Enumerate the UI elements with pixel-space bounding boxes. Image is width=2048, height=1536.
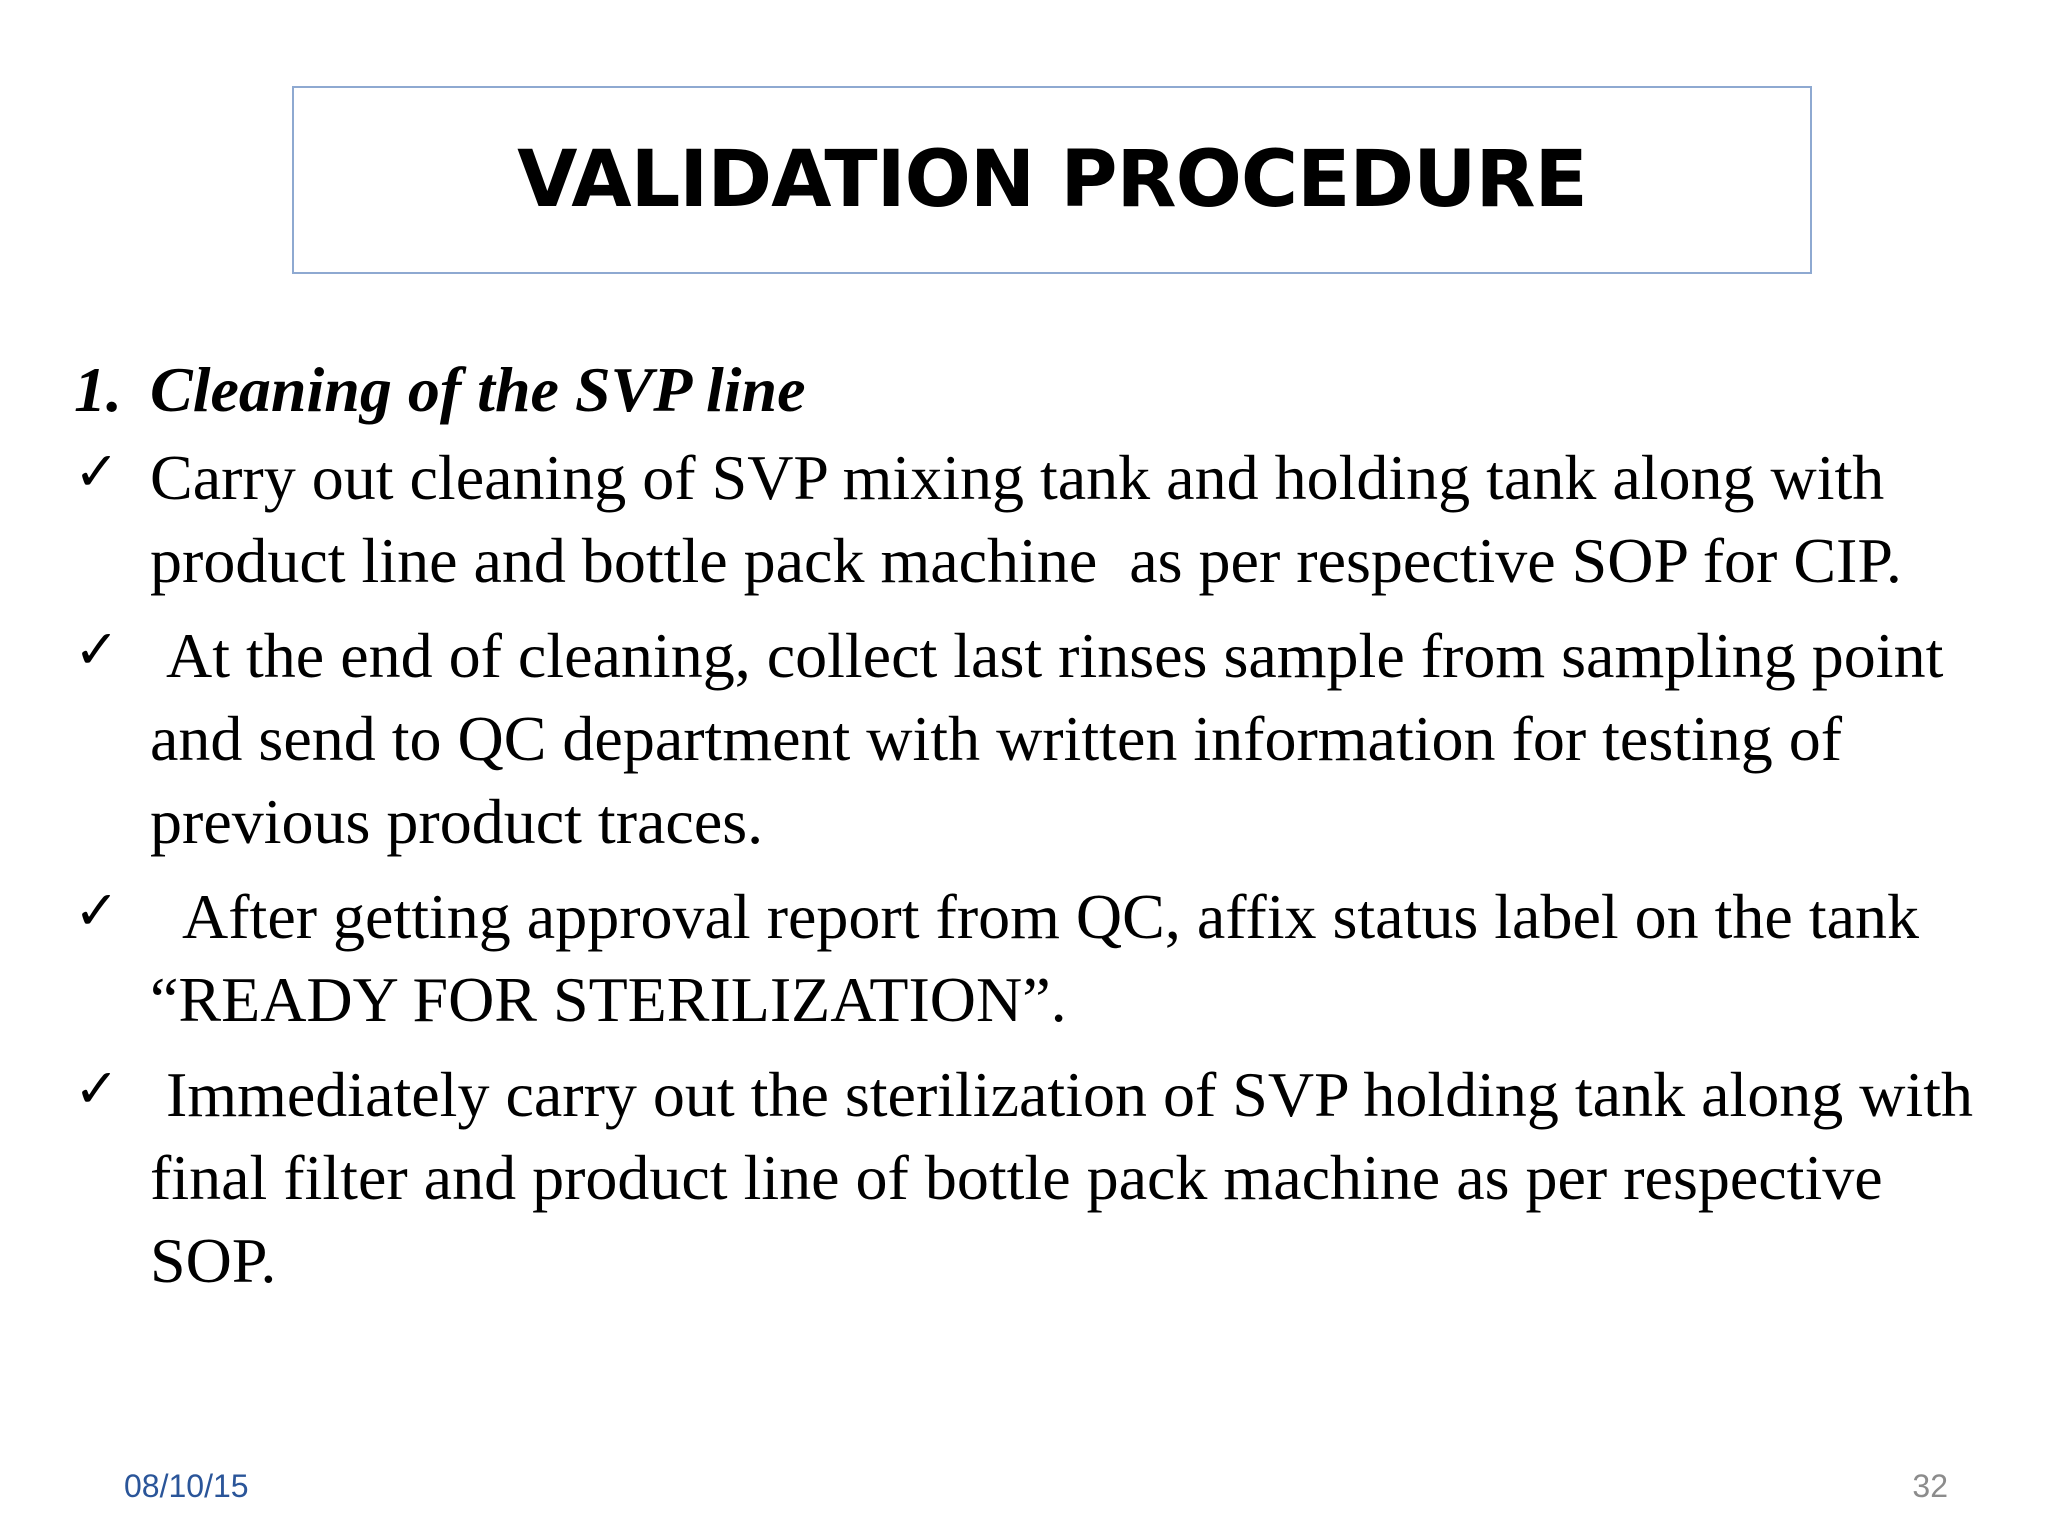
section-heading-text: Cleaning of the SVP line (150, 354, 806, 425)
check-mark-icon: ✓ (74, 440, 120, 503)
slide-content (74, 350, 1990, 1302)
section-heading (74, 350, 1984, 430)
check-mark-icon: ✓ (74, 618, 120, 681)
slide-title: VALIDATION PROCEDURE (517, 135, 1587, 225)
check-mark-icon: ✓ (74, 879, 120, 942)
title-box (292, 86, 1812, 274)
bullet-item (74, 614, 1984, 863)
bullet-text: Immediately carry out the sterilization of SVP holding tank along with final filter and product line of bottle pack machine as per respective SOP. (150, 1059, 1990, 1296)
section-number: 1. (74, 354, 122, 425)
bullet-item (74, 436, 1984, 602)
bullet-text: After getting approval report from QC, affix status label on the tank “READY FOR STERILIZATION”. (150, 881, 1935, 1035)
bullet-text: At the end of cleaning, collect last rinses sample from sampling point and send to QC department with written information for testing of previous product traces. (150, 620, 1960, 857)
bullet-text: Carry out cleaning of SVP mixing tank and holding tank along with product line and bottle pack machine as per respective SOP for CIP. (150, 442, 1902, 596)
bullet-item (74, 1053, 1990, 1302)
bullet-item (74, 875, 1984, 1041)
check-mark-icon: ✓ (74, 1057, 120, 1120)
page-number: 32 (1912, 1468, 1948, 1504)
footer-date: 08/10/15 (124, 1468, 249, 1504)
